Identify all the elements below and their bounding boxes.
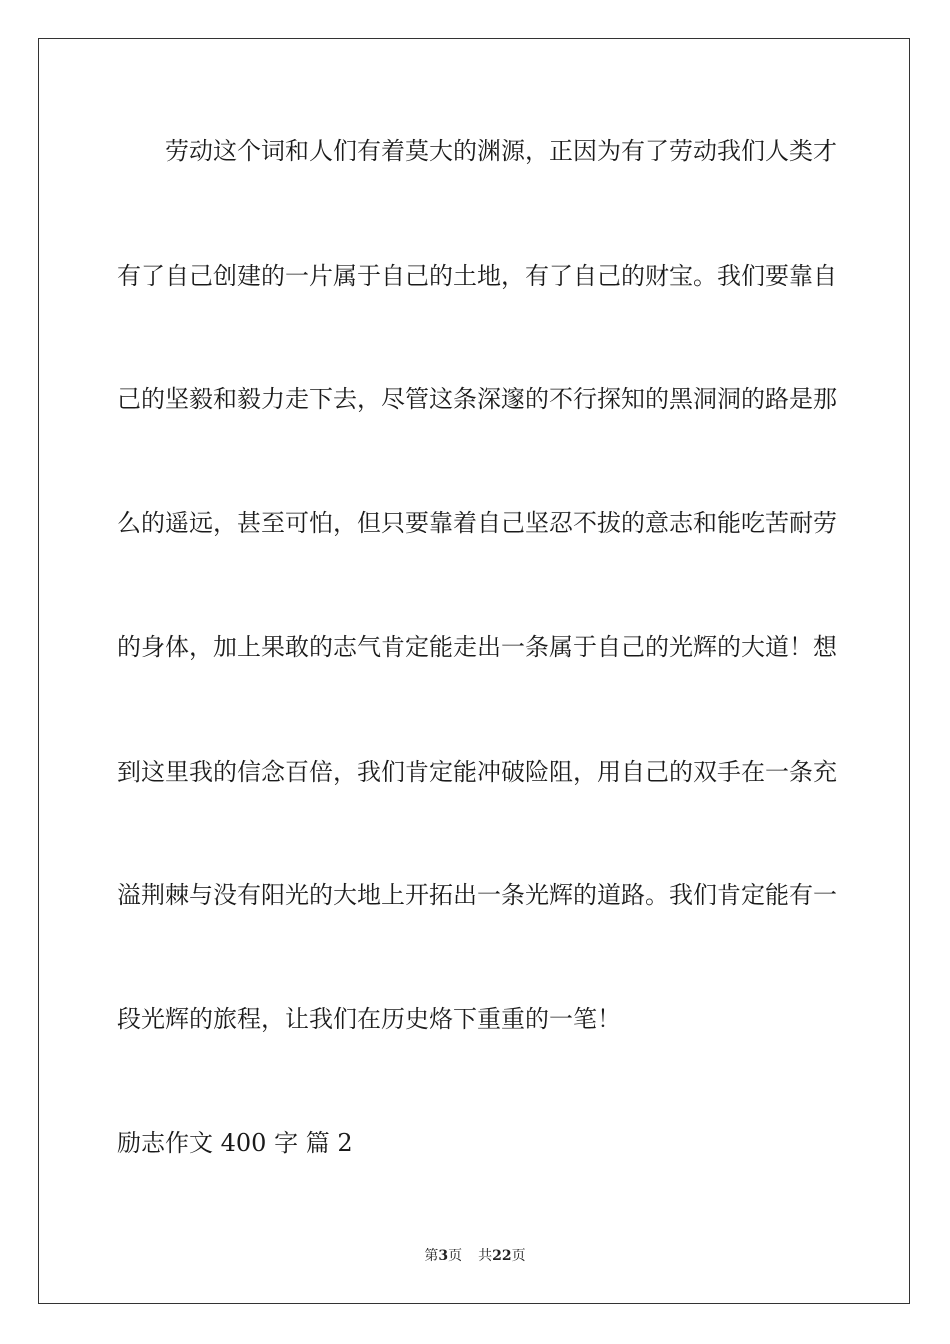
paragraph-line-8: 段光辉的旅程，让我们在历史烙下重重的一笔！ [117,1005,621,1033]
total-prefix: 共 [478,1248,493,1264]
page-suffix: 页 [448,1248,463,1264]
page-border [38,38,910,1304]
paragraph-line-5: 的身体，加上果敢的志气肯定能走出一条属于自己的光辉的大道！想 [117,633,837,661]
current-page-number: 3 [438,1248,449,1264]
page-prefix: 第 [424,1248,439,1264]
total-suffix: 页 [511,1248,526,1264]
paragraph-line-3: 己的坚毅和毅力走下去，尽管这条深邃的不行探知的黑洞洞的路是那 [117,385,837,413]
paragraph-line-4: 么的遥远，甚至可怕，但只要靠着自己坚忍不拔的意志和能吃苦耐劳 [117,509,837,537]
paragraph-line-2: 有了自己创建的一片属于自己的土地，有了自己的财宝。我们要靠自 [117,262,837,290]
total-page-count: 22 [492,1248,512,1264]
section-heading: 励志作文 400 字 篇 2 [117,1129,353,1157]
paragraph-line-7: 溢荆棘与没有阳光的大地上开拓出一条光辉的道路。我们肯定能有一 [117,881,837,909]
page-footer [0,1246,950,1266]
paragraph-line-1: 劳动这个词和人们有着莫大的渊源，正因为有了劳动我们人类才 [165,137,837,165]
paragraph-line-6: 到这里我的信念百倍，我们肯定能冲破险阻，用自己的双手在一条充 [117,758,837,786]
